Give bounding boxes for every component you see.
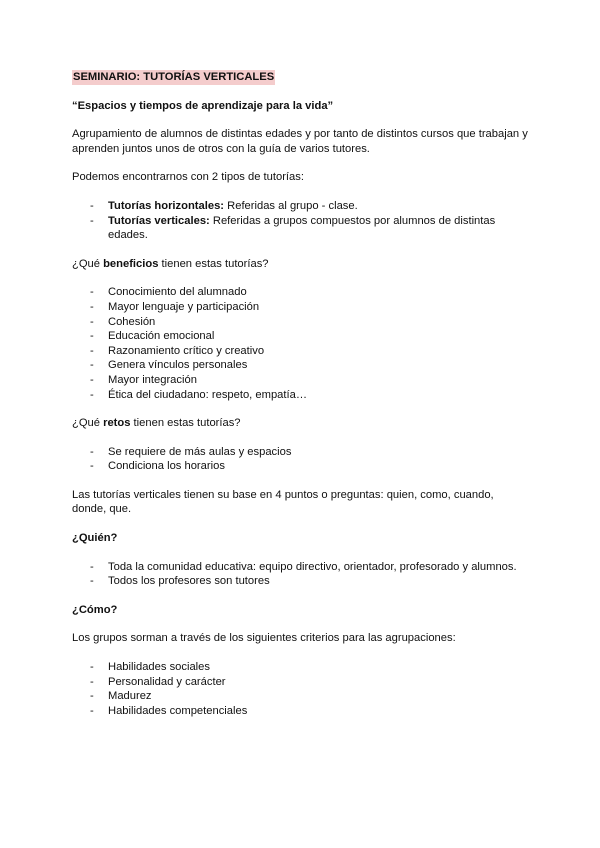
list-item <box>72 459 528 474</box>
how-list <box>72 660 528 718</box>
question-suffix: tienen estas tutorías? <box>130 417 241 430</box>
list-item-text: Todos los profesores son tutores <box>108 575 270 588</box>
bullet-dash: - <box>90 199 94 212</box>
bullet-dash: - <box>90 344 94 357</box>
how-heading: ¿Cómo? <box>72 603 118 616</box>
document-subtitle: “Espacios y tiempos de aprendizaje para la vida” <box>72 99 334 112</box>
list-item <box>72 388 528 403</box>
list-item-text: Se requiere de más aulas y espacios <box>108 445 292 458</box>
list-item-text: Toda la comunidad educativa: equipo directivo, orientador, profesorado y alumnos. <box>108 560 517 573</box>
question-prefix: ¿Qué <box>72 257 104 270</box>
bullet-dash: - <box>90 460 94 473</box>
bullet-dash: - <box>90 300 94 313</box>
list-item <box>72 445 528 460</box>
list-item-text: Cohesión <box>108 315 156 328</box>
list-item <box>72 344 528 359</box>
bullet-dash: - <box>90 575 94 588</box>
benefits-list <box>72 285 528 402</box>
list-item-text: Ética del ciudadano: respeto, empatía… <box>108 388 308 401</box>
list-item-text: Condiciona los horarios <box>108 460 225 473</box>
list-item-text: Razonamiento crítico y creativo <box>108 344 265 357</box>
type-desc: Referidas al grupo - clase. <box>224 199 358 212</box>
challenges-list <box>72 445 528 474</box>
bullet-dash: - <box>90 690 94 703</box>
list-item-text: Mayor lenguaje y participación <box>108 300 260 313</box>
list-item <box>72 358 528 373</box>
type-term: Tutorías horizontales: <box>108 199 225 212</box>
list-item-text: Mayor integración <box>108 373 197 386</box>
bullet-dash: - <box>90 560 94 573</box>
type-desc: Referidas a grupos compuestos por alumnos de distintas edades. <box>108 214 496 242</box>
list-item-text: Genera vínculos personales <box>108 359 248 372</box>
how-intro: Los grupos sorman a través de los siguientes criterios para las agrupaciones: <box>72 632 456 645</box>
document-title: SEMINARIO: TUTORÍAS VERTICALES <box>73 71 275 83</box>
list-item <box>72 285 528 300</box>
list-item <box>72 675 528 690</box>
bullet-dash: - <box>90 315 94 328</box>
bullet-dash: - <box>90 704 94 717</box>
list-item-text: Habilidades competenciales <box>108 704 248 717</box>
list-item <box>72 373 528 388</box>
list-item <box>72 199 528 214</box>
bullet-dash: - <box>90 661 94 674</box>
who-list <box>72 560 528 589</box>
list-item <box>72 704 528 719</box>
list-item-text: Madurez <box>108 690 152 703</box>
question-prefix: ¿Qué <box>72 417 104 430</box>
who-heading: ¿Quién? <box>72 532 118 545</box>
type-term: Tutorías verticales: <box>108 214 210 227</box>
list-item <box>72 214 528 243</box>
types-list <box>72 199 528 243</box>
challenges-question <box>72 416 528 431</box>
bullet-dash: - <box>90 675 94 688</box>
bullet-dash: - <box>90 445 94 458</box>
question-suffix: tienen estas tutorías? <box>158 257 269 270</box>
document-content <box>72 70 528 718</box>
bullet-dash: - <box>90 286 94 299</box>
list-item-text: Educación emocional <box>108 330 215 343</box>
list-item <box>72 660 528 675</box>
bullet-dash: - <box>90 359 94 372</box>
list-item-text: Habilidades sociales <box>108 661 210 674</box>
list-item <box>72 689 528 704</box>
list-item <box>72 315 528 330</box>
intro-paragraph: Agrupamiento de alumnos de distintas edades y por tanto de distintos cursos que trabajan y aprenden juntos unos de otros con la guía de varios tutores. <box>72 128 528 155</box>
list-item-text: Personalidad y carácter <box>108 675 226 688</box>
bullet-dash: - <box>90 388 94 401</box>
bullet-dash: - <box>90 373 94 386</box>
list-item <box>72 560 528 575</box>
benefits-question <box>72 257 528 272</box>
list-item <box>72 300 528 315</box>
question-keyword: retos <box>103 417 131 430</box>
list-item <box>72 329 528 344</box>
list-item <box>72 574 528 589</box>
bullet-dash: - <box>90 214 94 227</box>
list-item-text: Conocimiento del alumnado <box>108 286 247 299</box>
base-paragraph: Las tutorías verticales tienen su base en 4 puntos o preguntas: quien, como, cuando, donde, que. <box>72 488 494 516</box>
question-keyword: beneficios <box>103 257 159 270</box>
types-intro: Podemos encontrarnos con 2 tipos de tutorías: <box>72 171 304 184</box>
bullet-dash: - <box>90 330 94 343</box>
